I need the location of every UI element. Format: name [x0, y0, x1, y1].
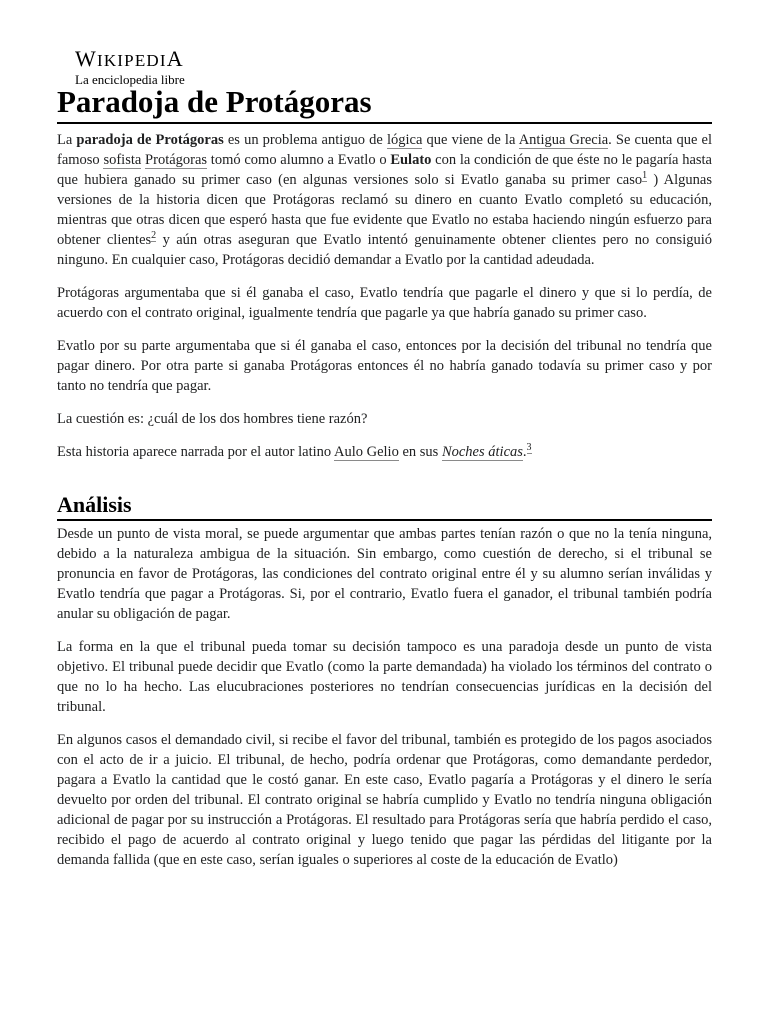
section-heading-analisis: Análisis: [57, 491, 712, 521]
link-noches-aticas[interactable]: Noches áticas: [441, 444, 523, 460]
link-antigua-grecia[interactable]: Antigua Grecia: [518, 132, 609, 148]
analysis-paragraph-3: En algunos casos el demandado civil, si recibe el favor del tribunal, también es protegido de los pagos asociados con el acto de ir a juicio. El tribunal, de hecho, podría ordenar que Protágoras, como demandante perdedor, pagara a Evatlo la cantidad que le costó ganar. En este caso, Evatlo pagaría a Protágoras y el dinero le sería devuelto por orden del tribunal. El contrato original se habría cumplido y Evatlo no tendría ninguna obligación adicional de pagar por su instrucción a Protágoras. El resultado para Protágoras sería que habría perdido el caso, recibido el pago de acuerdo al contrato original y luego tenido que pagar las pérdidas del litigante por la demanda fallida (que en este caso, serían iguales o superiores al coste de la educación de Evatlo): [57, 732, 712, 868]
article-body: [57, 130, 712, 883]
intro-paragraph: La paradoja de Protágoras es un problema antiguo de lógica que viene de la Antigua Grecia. Se cuenta que el famoso sofista Protágoras tomó como alumno a Evatlo o Eulato con la condición de que éste no le pagaría hasta que hubiera ganado su primer caso (en algunas versiones solo si Evatlo ganaba su primer caso$^1$ ) Algunas versiones de la historia dicen que Protágoras reclamó su dinero en cuanto Evatlo completó su educación, mientras que otras dicen que esperó hasta que fue evidente que Evatlo no estaba haciendo ningún esfuerzo para obtener clientes$^2$ y aún otras aseguran que Evatlo intentó genuinamente obtener clientes pero no consiguió ninguno. En cualquier caso, Protágoras decidió demandar a Evatlo por la cantidad adeudada.: [57, 132, 713, 268]
paragraph-2: Protágoras argumentaba que si él ganaba el caso, Evatlo tendría que pagarle el dinero y que si lo perdía, de acuerdo con el contrato original, igualmente tendría que pagarle ya que habría ganado su primer caso.: [57, 285, 712, 321]
bold-term: paradoja de Protágoras: [76, 132, 224, 148]
page-title: Paradoja de Protágoras: [57, 83, 712, 124]
reference-2[interactable]: 2: [151, 230, 157, 241]
link-sofista[interactable]: sofista: [103, 152, 142, 168]
link-logica[interactable]: lógica: [386, 132, 423, 148]
paragraph-4: La cuestión es: ¿cuál de los dos hombres tiene razón?: [57, 411, 368, 427]
bold-eulato: Eulato: [390, 152, 432, 168]
analysis-paragraph-2: La forma en la que el tribunal pueda tomar su decisión tampoco es una paradoja desde un punto de vista objetivo. El tribunal puede decidir que Evatlo (como la parte demandada) ha violado los términos del contrato o que no lo ha hecho. Las elucubraciones posteriores no tendrían consecuencias jurídicas en la decisión del tribunal.: [57, 639, 712, 715]
reference-1[interactable]: 1: [642, 170, 648, 181]
logo-tagline: La enciclopedia libre: [75, 72, 185, 87]
logo-wordmark: WIKIPEDIA: [75, 46, 184, 71]
paragraph-3: Evatlo por su parte argumentaba que si él ganaba el caso, entonces por la decisión del tribunal no tendría que pagar dinero. Por otra parte si ganaba Protágoras entonces él no habría ganado todavía su primer caso y por tanto no tendría que pagar.: [57, 338, 712, 394]
analysis-paragraph-1: Desde un punto de vista moral, se puede argumentar que ambas partes tenían razón o que no la tenía ninguna, debido a la naturaleza ambigua de la situación. Sin embargo, como cuestión de derecho, si el tribunal se pronuncia en favor de Protágoras, las condiciones del contrato original entre él y su alumno serían inválidas y Evatlo tendría que pagar a Protágoras. Si, por el contrario, Evatlo fuera el ganador, el tribunal también podría anular su obligación de pagar.: [57, 526, 712, 622]
link-protagoras[interactable]: Protágoras: [145, 152, 208, 168]
paragraph-5: Esta historia aparece narrada por el autor latino Aulo Gelio en sus Noches áticas.$^3$: [57, 442, 532, 460]
wikipedia-logo[interactable]: [75, 48, 185, 87]
reference-3[interactable]: 3: [526, 442, 532, 453]
link-aulo-gelio[interactable]: Aulo Gelio: [334, 444, 399, 460]
